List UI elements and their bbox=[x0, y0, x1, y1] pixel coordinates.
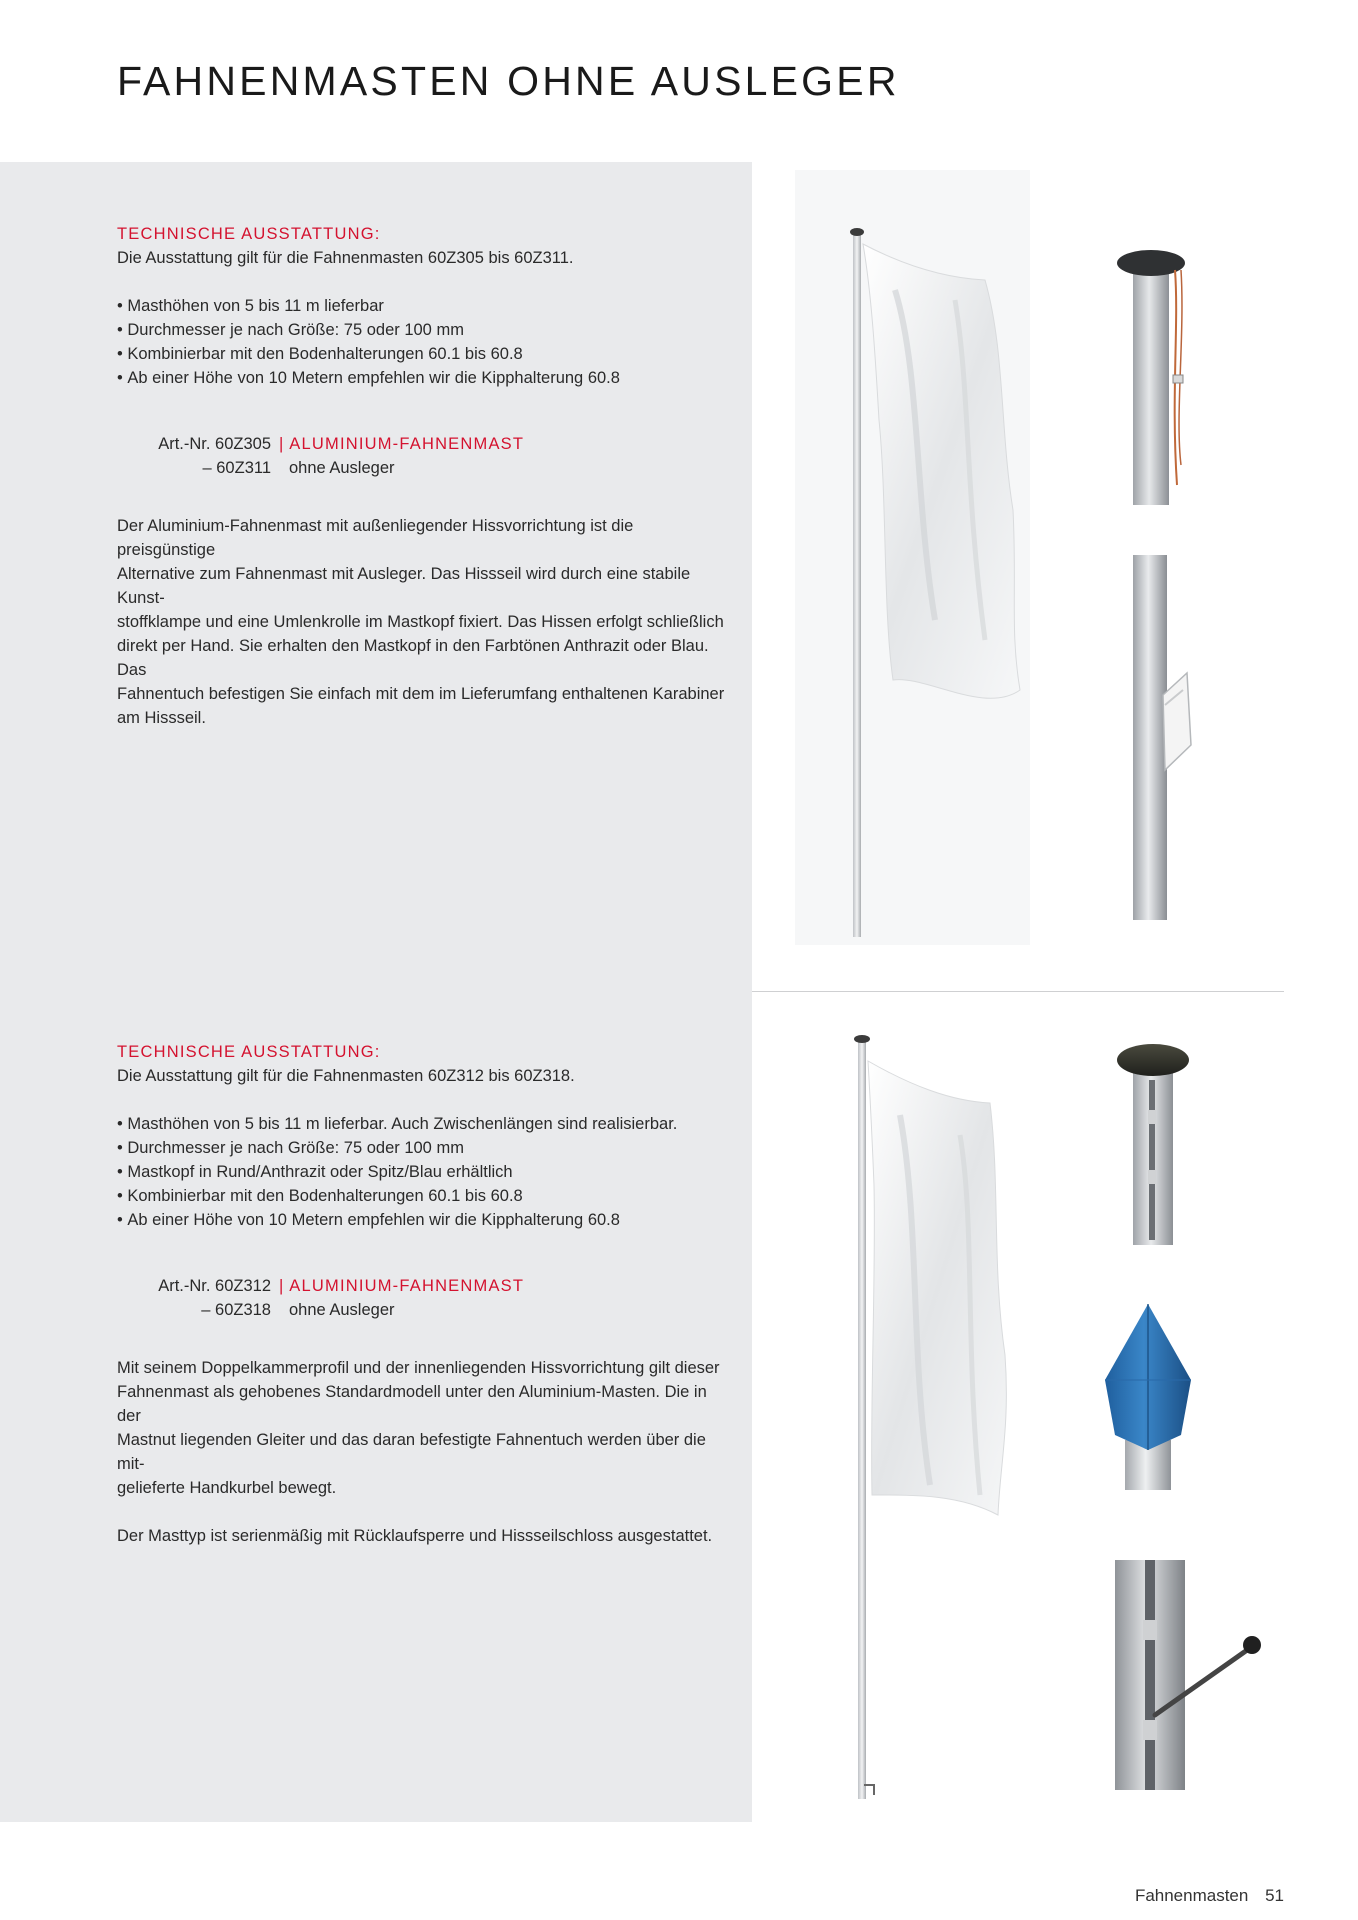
description-line: direkt per Hand. Sie erhalten den Mastkopf in den Farbtönen Anthrazit oder Blau. Das bbox=[117, 637, 709, 679]
page-number: 51 bbox=[1265, 1886, 1284, 1905]
hand-crank-detail bbox=[1115, 1560, 1265, 1790]
article-number-from: Art.-Nr. 60Z312 bbox=[158, 1277, 271, 1295]
blue-spike-mast-head-detail bbox=[1095, 1300, 1205, 1490]
section-2-heading: TECHNISCHE AUSSTATTUNG: bbox=[117, 1043, 381, 1061]
description-line: Der Aluminium-Fahnenmast mit außenliegender Hissvorrichtung ist die preisgünstige bbox=[117, 517, 634, 559]
section-1-heading: TECHNISCHE AUSSTATTUNG: bbox=[117, 225, 381, 243]
list-item: • Mastkopf in Rund/Anthrazit oder Spitz/Blau erhältlich bbox=[117, 1160, 727, 1184]
section-2 bbox=[117, 1040, 727, 1548]
round-mast-head-detail bbox=[1105, 245, 1200, 505]
section-2-description bbox=[117, 1356, 727, 1500]
article-number-to: – 60Z311 bbox=[202, 459, 271, 477]
page-title: FAHNENMASTEN OHNE AUSLEGER bbox=[117, 58, 900, 104]
article-number-to: – 60Z318 bbox=[201, 1301, 271, 1319]
description-line: Fahnentuch befestigen Sie einfach mit dem im Lieferumfang enthaltenen Karabiner bbox=[117, 685, 725, 703]
separator: | bbox=[279, 435, 284, 453]
section-divider bbox=[752, 991, 1284, 992]
section-2-feature-list bbox=[117, 1112, 727, 1232]
product-name: ALUMINIUM-FAHNENMAST bbox=[289, 1277, 525, 1295]
footer-section-name: Fahnenmasten bbox=[1134, 1886, 1249, 1905]
description-line: Mit seinem Doppelkammerprofil und der innenliegenden Hissvorrichtung gilt dieser bbox=[117, 1359, 720, 1377]
list-item: • Durchmesser je nach Größe: 75 oder 100 mm bbox=[117, 318, 727, 342]
description-line: gelieferte Handkurbel bewegt. bbox=[117, 1479, 337, 1497]
description-line: Alternative zum Fahnenmast mit Ausleger. Das Hissseil wird durch eine stabile Kunst- bbox=[117, 565, 691, 607]
description-line: Mastnut liegenden Gleiter und das daran befestigte Fahnentuch werden über die mit- bbox=[117, 1431, 706, 1473]
section-1-feature-list bbox=[117, 294, 727, 390]
section-2-closing: Der Masttyp ist serienmäßig mit Rücklaufsperre und Hissseilschloss ausgestattet. bbox=[117, 1527, 713, 1545]
list-item: • Kombinierbar mit den Bodenhalterungen 60.1 bis 60.8 bbox=[117, 342, 727, 366]
section-1-article-block bbox=[153, 432, 727, 480]
section-1-intro: Die Ausstattung gilt für die Fahnenmasten 60Z305 bis 60Z311. bbox=[117, 249, 574, 267]
flagpole-with-banner-illustration bbox=[840, 1025, 1020, 1815]
section-2-article-block bbox=[153, 1274, 727, 1322]
list-item: • Ab einer Höhe von 10 Metern empfehlen wir die Kipphalterung 60.8 bbox=[117, 1208, 727, 1232]
section-1 bbox=[117, 222, 727, 730]
mast-cleat-detail bbox=[1125, 555, 1200, 920]
page-footer bbox=[1135, 1886, 1284, 1906]
list-item: • Ab einer Höhe von 10 Metern empfehlen wir die Kipphalterung 60.8 bbox=[117, 366, 727, 390]
section-2-intro: Die Ausstattung gilt für die Fahnenmasten 60Z312 bis 60Z318. bbox=[117, 1067, 575, 1085]
product-name: ALUMINIUM-FAHNENMAST bbox=[289, 435, 525, 453]
flagpole-with-flag-illustration bbox=[795, 170, 1030, 945]
list-item: • Masthöhen von 5 bis 11 m lieferbar bbox=[117, 294, 727, 318]
description-line: am Hissseil. bbox=[117, 709, 206, 727]
article-number-from: Art.-Nr. 60Z305 bbox=[158, 435, 271, 453]
round-anthracite-mast-head-detail bbox=[1115, 1040, 1190, 1245]
product-subtitle: ohne Ausleger bbox=[289, 1301, 395, 1319]
description-line: stoffklampe und eine Umlenkrolle im Mastkopf fixiert. Das Hissen erfolgt schließlich bbox=[117, 613, 724, 631]
list-item: • Masthöhen von 5 bis 11 m lieferbar. Auch Zwischenlängen sind realisierbar. bbox=[117, 1112, 727, 1136]
list-item: • Durchmesser je nach Größe: 75 oder 100 mm bbox=[117, 1136, 727, 1160]
separator: | bbox=[279, 1277, 284, 1295]
list-item: • Kombinierbar mit den Bodenhalterungen 60.1 bis 60.8 bbox=[117, 1184, 727, 1208]
description-line: Fahnenmast als gehobenes Standardmodell unter den Aluminium-Masten. Die in der bbox=[117, 1383, 707, 1425]
product-subtitle: ohne Ausleger bbox=[289, 459, 395, 477]
section-1-description bbox=[117, 514, 727, 730]
